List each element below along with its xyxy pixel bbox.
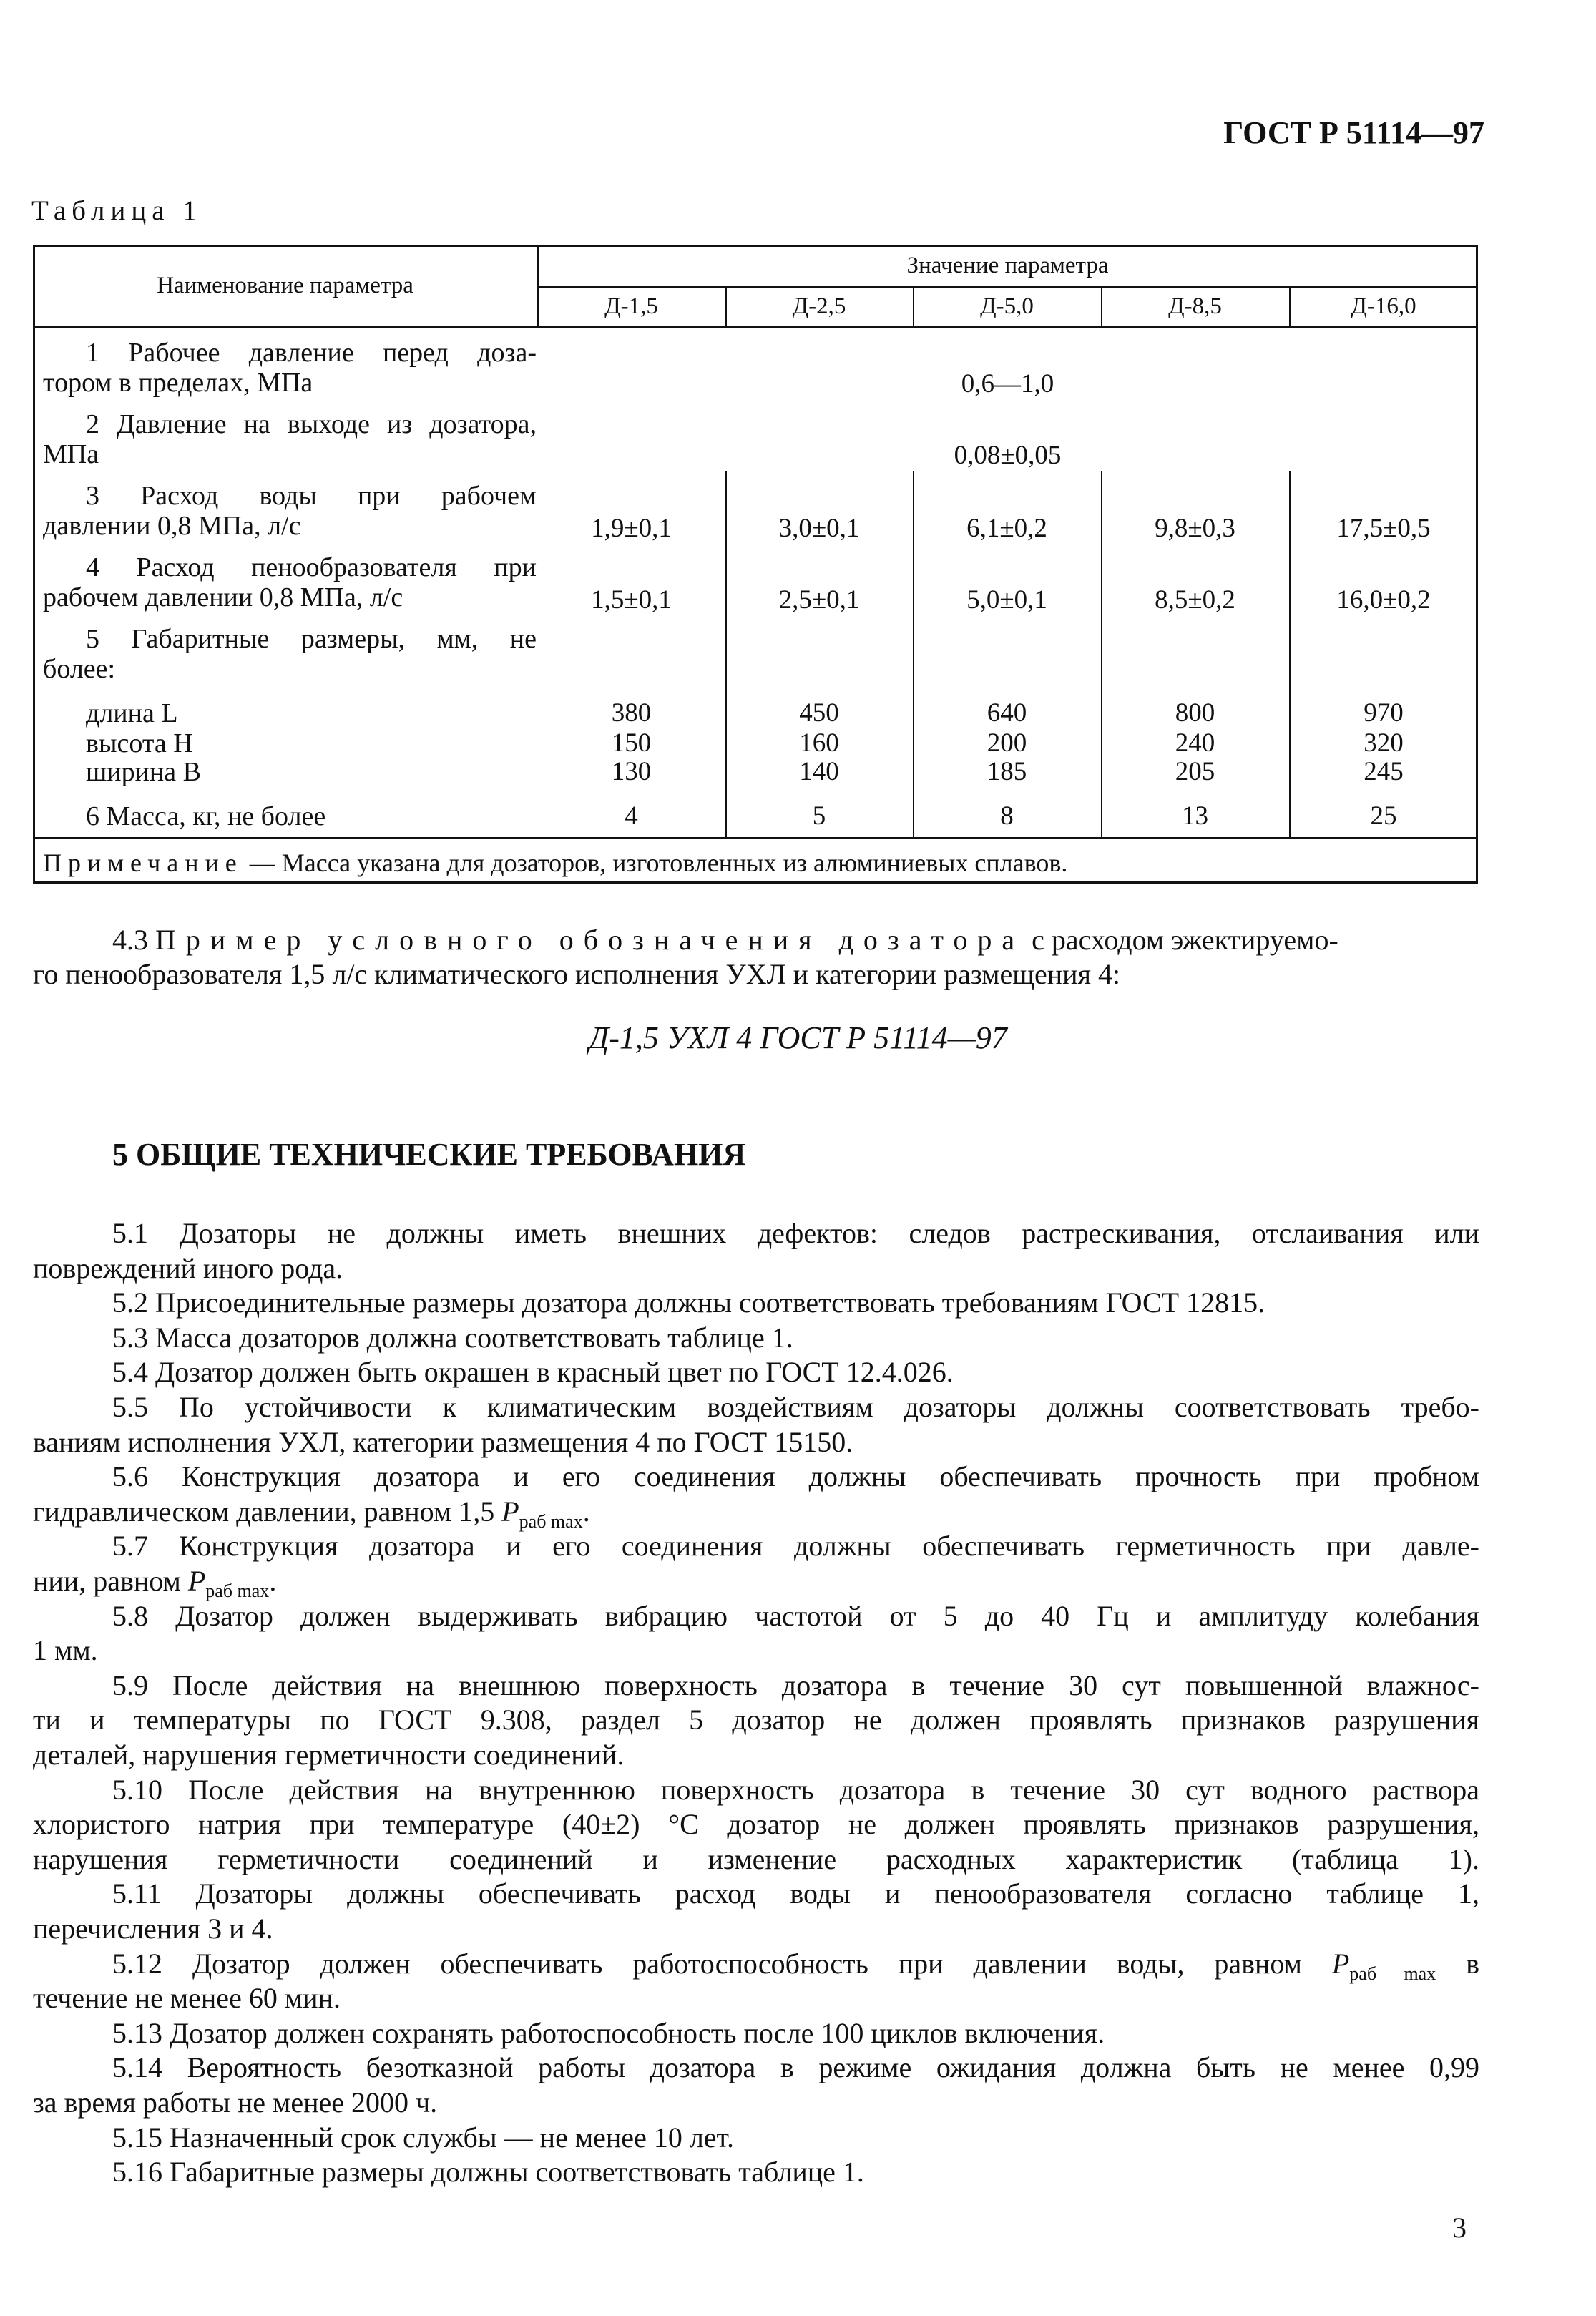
table-border-left bbox=[33, 245, 35, 883]
row-label-2: 2 Давление на выходе из дозатора, МПа bbox=[43, 409, 537, 469]
section-line-21: перечисления 3 и 4. bbox=[33, 1912, 273, 1945]
table-border-bottom bbox=[33, 881, 1478, 884]
table-cell-r4-c1: 1,5±0,1 bbox=[591, 585, 672, 615]
section-line-5: 5.4 Дозатор должен быть окрашен в красный цвет по ГОСТ 12.4.026. bbox=[112, 1356, 954, 1388]
table-border-top bbox=[33, 245, 1478, 247]
example-line-2: го пенообразователя 1,5 л/с климатического исполнения УХЛ и категории размещения 4: bbox=[33, 958, 1121, 990]
section-line-13: 1 мм. bbox=[33, 1634, 98, 1666]
row-label-mass: 6 Масса, кг, не более bbox=[86, 801, 326, 831]
section-line-26: за время работы не менее 2000 ч. bbox=[33, 2086, 438, 2119]
table-cell-r4-c5: 16,0±0,2 bbox=[1336, 585, 1431, 615]
table-cell-r9-c5: 25 bbox=[1370, 801, 1397, 831]
table-cell-r9-c4: 13 bbox=[1182, 801, 1208, 831]
row-label-5: 5 Габаритные размеры, мм, не более: bbox=[43, 624, 537, 684]
example-line-1: 4.3 Пример условного обозначения дозатора с расходом эжектируемо- bbox=[112, 924, 1338, 956]
section-line-10: 5.7 Конструкция дозатора и его соединения должны обеспечивать герметичность при давле- bbox=[112, 1530, 1479, 1562]
document-code: ГОСТ Р 51114—97 bbox=[1223, 115, 1484, 150]
col-header-d85: Д-8,5 bbox=[1168, 293, 1222, 319]
section-line-2: повреждений иного рода. bbox=[33, 1252, 343, 1284]
table-cell-r4-c2: 2,5±0,1 bbox=[778, 585, 860, 615]
section-line-3: 5.2 Присоединительные размеры дозатора должны соответствовать требованиям ГОСТ 12815. bbox=[112, 1286, 1265, 1319]
section-line-18: хлористого натрия при температуре (40±2) °С дозатор не должен проявлять признаков разрушения, bbox=[33, 1808, 1479, 1840]
table-cell-r6-c4: 800 bbox=[1175, 698, 1215, 728]
table-cell-r8-c2: 140 bbox=[799, 757, 839, 786]
section-title: 5 ОБЩИЕ ТЕХНИЧЕСКИЕ ТРЕБОВАНИЯ bbox=[112, 1137, 746, 1172]
section-line-17: 5.10 После действия на внутреннюю поверхность дозатора в течение 30 сут водного раствора bbox=[112, 1774, 1479, 1806]
row-label-width: ширина B bbox=[86, 757, 201, 787]
table-cell-r7-c5: 320 bbox=[1364, 728, 1404, 758]
table-cell-r6-c3: 640 bbox=[987, 698, 1027, 728]
table-cell-r4-c4: 8,5±0,2 bbox=[1155, 585, 1235, 615]
table-border-right bbox=[1476, 245, 1478, 883]
table-cell-r6-c2: 450 bbox=[799, 698, 839, 728]
table-cell-r7-c3: 200 bbox=[987, 728, 1027, 758]
table-header-divider bbox=[33, 326, 1478, 328]
table-cell-r8-c4: 205 bbox=[1175, 757, 1215, 786]
table-cell-r7-c2: 160 bbox=[799, 728, 839, 758]
row-label-1: 1 Рабочее давление перед доза- тором в пределах, МПа bbox=[43, 338, 537, 398]
section-line-7: ваниям исполнения УХЛ, категории размещения 4 по ГОСТ 15150. bbox=[33, 1426, 853, 1458]
example-designation: Д-1,5 УХЛ 4 ГОСТ Р 51114—97 bbox=[589, 1020, 1007, 1055]
param-name-header: Наименование параметра bbox=[157, 273, 413, 298]
table-cell-r8-c3: 185 bbox=[987, 757, 1027, 786]
section-line-24: 5.13 Дозатор должен сохранять работоспособность после 100 циклов включения. bbox=[112, 2017, 1105, 2049]
table-cell-r9-c3: 8 bbox=[1000, 801, 1014, 831]
table-note: Примечание — Масса указана для дозаторов, изготовленных из алюминиевых сплавов. bbox=[43, 849, 1068, 877]
section-line-22: 5.12 Дозатор должен обеспечивать работоспособность при давлении воды, равном $P_{раб max}$ в bbox=[112, 1948, 1479, 1984]
table-cell-r7-c4: 240 bbox=[1175, 728, 1215, 758]
col-header-d15: Д-1,5 bbox=[604, 293, 658, 319]
table-caption: Таблица 1 bbox=[31, 195, 202, 226]
table-cell-r3-c5: 17,5±0,5 bbox=[1336, 514, 1431, 543]
section-line-16: деталей, нарушения герметичности соединений. bbox=[33, 1739, 625, 1771]
table-cell-r7-c1: 150 bbox=[611, 728, 652, 758]
table-cell-r8-c5: 245 bbox=[1364, 757, 1404, 786]
row-label-height: высота H bbox=[86, 728, 193, 758]
table-cell-r3-c2: 3,0±0,1 bbox=[778, 514, 860, 543]
table-cell-r4-c3: 5,0±0,1 bbox=[966, 585, 1047, 615]
section-line-8: 5.6 Конструкция дозатора и его соединения должны обеспечивать прочность при пробном bbox=[112, 1460, 1479, 1492]
section-line-23: течение не менее 60 мин. bbox=[33, 1982, 341, 2014]
table-cell-r8-c1: 130 bbox=[611, 757, 652, 786]
table-cell-r3-c3: 6,1±0,2 bbox=[966, 514, 1047, 543]
table-cell-r3-c4: 9,8±0,3 bbox=[1155, 514, 1235, 543]
section-line-27: 5.15 Назначенный срок службы — не менее 10 лет. bbox=[112, 2121, 735, 2154]
row-label-4: 4 Расход пенообразователя при рабочем давлении 0,8 МПа, л/с bbox=[43, 552, 537, 612]
parameters-table bbox=[33, 245, 1478, 883]
table-cell-r9-c2: 5 bbox=[812, 801, 826, 831]
table-cell-r6-c1: 380 bbox=[611, 698, 652, 728]
section-line-28: 5.16 Габаритные размеры должны соответствовать таблице 1. bbox=[112, 2156, 864, 2188]
section-line-20: 5.11 Дозаторы должны обеспечивать расход воды и пенообразователя согласно таблице 1, bbox=[112, 1877, 1479, 1910]
section-line-11: нии, равном $P_{раб max}$. bbox=[33, 1565, 277, 1601]
section-line-15: ти и температуры по ГОСТ 9.308, раздел 5 дозатор не должен проявлять признаков разрушения bbox=[33, 1704, 1479, 1736]
section-line-4: 5.3 Масса дозаторов должна соответствовать таблице 1. bbox=[112, 1321, 793, 1354]
table-subheader-divider bbox=[537, 286, 1478, 288]
section-line-1: 5.1 Дозаторы не должны иметь внешних дефектов: следов растрескивания, отслаивания или bbox=[112, 1217, 1479, 1249]
section-line-14: 5.9 После действия на внешнюю поверхность дозатора в течение 30 сут повышенной влажнос- bbox=[112, 1669, 1479, 1701]
page-number: 3 bbox=[1452, 2212, 1467, 2244]
table-cell-r9-c1: 4 bbox=[625, 801, 638, 831]
section-line-6: 5.5 По устойчивости к климатическим воздействиям дозаторы должны соответствовать требо- bbox=[112, 1391, 1479, 1423]
section-line-9: гидравлическом давлении, равном 1,5 $P_{раб max}$. bbox=[33, 1495, 590, 1532]
section-line-12: 5.8 Дозатор должен выдерживать вибрацию частотой от 5 до 40 Гц и амплитуду колебания bbox=[112, 1600, 1479, 1632]
row-2-merged-value: 0,08±0,05 bbox=[954, 441, 1062, 470]
table-cell-r6-c5: 970 bbox=[1364, 698, 1404, 728]
table-note-divider bbox=[33, 837, 1478, 839]
row-label-length: длина L bbox=[86, 698, 178, 728]
row-1-merged-value: 0,6—1,0 bbox=[961, 369, 1054, 399]
section-line-25: 5.14 Вероятность безотказной работы дозатора в режиме ожидания должна быть не менее 0,99 bbox=[112, 2051, 1479, 2083]
col-header-d25: Д-2,5 bbox=[792, 293, 846, 319]
row-label-3: 3 Расход воды при рабочем давлении 0,8 МПа, л/с bbox=[43, 481, 537, 541]
col-header-d160: Д-16,0 bbox=[1351, 293, 1416, 319]
table-cell-r3-c1: 1,9±0,1 bbox=[591, 514, 672, 543]
col-header-d50: Д-5,0 bbox=[980, 293, 1034, 319]
value-header: Значение параметра bbox=[906, 253, 1109, 278]
section-line-19: нарушения герметичности соединений и изменение расходных характеристик (таблица 1). bbox=[33, 1843, 1479, 1875]
